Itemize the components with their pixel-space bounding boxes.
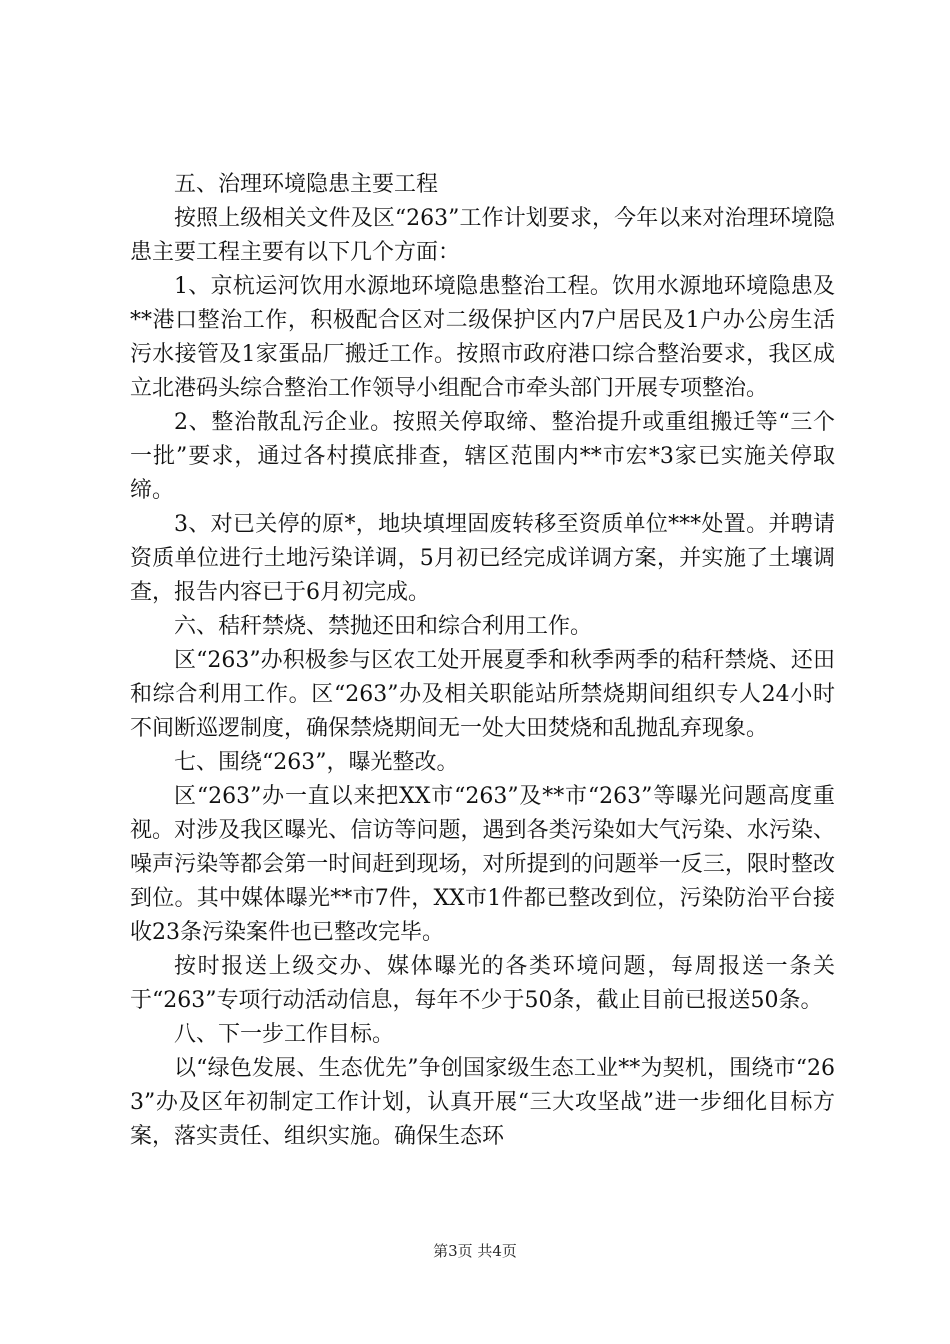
section-heading-6: 六、秸秆禁烧、禁抛还田和综合利用工作。 <box>174 614 593 639</box>
document-body <box>130 168 835 1154</box>
paragraph-intro: 按照上级相关文件及区“263”工作计划要求，今年以来对治理环境隐患主要工程主要有以下几个方面： <box>130 206 835 265</box>
section-heading-7: 七、围绕“263”，曝光整改。 <box>174 750 459 775</box>
paragraph-next-goals: 以“绿色发展、生态优先”争创国家级生态工业**为契机，围绕市“263”办及区年初制定工作计划，认真开展“三大攻坚战”进一步细化目标方案，落实责任、组织实施。确保生态环 <box>130 1056 835 1149</box>
paragraph-reporting: 按时报送上级交办、媒体曝光的各类环境问题，每周报送一条关于“263”专项行动活动信息，每年不少于50条，截止目前已报送50条。 <box>130 954 835 1013</box>
paragraph-straw-burning: 区“263”办积极参与区农工处开展夏季和秋季两季的秸秆禁烧、还田和综合利用工作。区“263”办及相关职能站所禁烧期间组织专人24小时不间断巡逻制度，确保禁烧期间无一处大田焚烧和乱抛乱弃现象。 <box>130 648 835 741</box>
paragraph-item-3: 3、对已关停的原*，地块填埋固废转移至资质单位***处置。并聘请资质单位进行土地污染详调，5月初已经完成详调方案，并实施了土壤调查，报告内容已于6月初完成。 <box>130 512 835 605</box>
paragraph-item-1: 1、京杭运河饮用水源地环境隐患整治工程。饮用水源地环境隐患及**港口整治工作，积极配合区对二级保护区内7户居民及1户办公房生活污水接管及1家蛋品厂搬迁工作。按照市政府港口综合整治要求，我区成立北港码头综合整治工作领导小组配合市牵头部门开展专项整治。 <box>130 274 835 401</box>
section-heading-5: 五、治理环境隐患主要工程 <box>174 172 439 197</box>
page-footer: 第3页 共4页 <box>433 1242 517 1260</box>
section-heading-8: 八、下一步工作目标。 <box>174 1022 395 1047</box>
paragraph-exposure: 区“263”办一直以来把XX市“263”及**市“263”等曝光问题高度重视。对涉及我区曝光、信访等问题，遇到各类污染如大气污染、水污染、噪声污染等都会第一时间赶到现场，对所提到的问题举一反三，限时整改到位。其中媒体曝光**市7件，XX市1件都已整改到位，污染防治平台接收23条污染案件也已整改完毕。 <box>130 784 835 945</box>
paragraph-item-2: 2、整治散乱污企业。按照关停取缔、整治提升或重组搬迁等“三个一批”要求，通过各村摸底排查，辖区范围内**市宏*3家已实施关停取缔。 <box>130 410 835 503</box>
